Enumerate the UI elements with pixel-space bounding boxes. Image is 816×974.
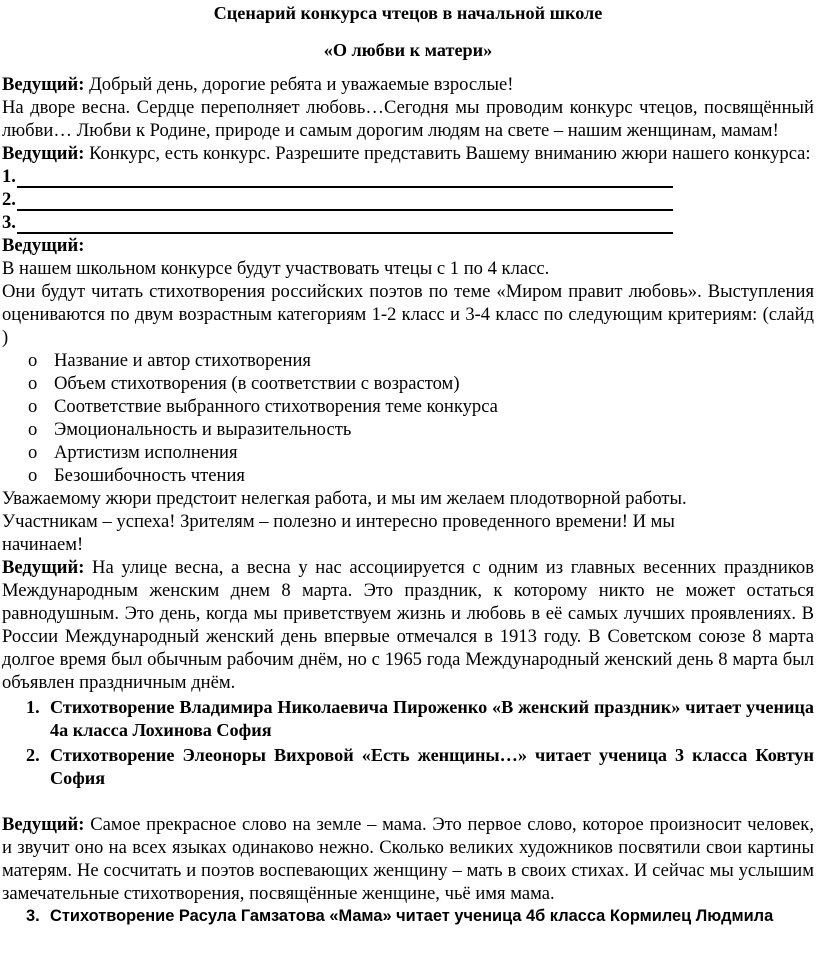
list-item: o Эмоциональность и выразительность xyxy=(28,419,352,440)
criteria-list xyxy=(2,349,814,487)
list-item: o Соответствие выбранного стихотворения теме конкурса xyxy=(28,396,498,417)
jury-blank-2: 2. xyxy=(2,188,814,211)
bullet-icon: o xyxy=(28,442,38,463)
paragraph-participants: В нашем школьном конкурсе будут участвовать чтецы с 1 по 4 класс. xyxy=(2,258,550,279)
blank-line xyxy=(17,213,673,234)
host-label: Ведущий: xyxy=(2,557,85,578)
document-subtitle: «О любви к матери» xyxy=(323,40,493,60)
paragraph-jury-intro: Ведущий: Конкурс, есть конкурс. Разрешите представить Вашему вниманию жюри нашего конкурса: xyxy=(2,143,811,164)
list-item: 1. Стихотворение Владимира Николаевича Пироженко «В женский праздник» читает ученица 4а класса Лохинова София xyxy=(26,697,814,740)
paragraph-criteria-intro: Они будут читать стихотворения российских поэтов по теме «Миром правит любовь». Выступления оцениваются по двум возрастным категориям 1-2 класс и 3-4 класс по следующим критериям: (слайд ) xyxy=(2,281,814,348)
document-body xyxy=(2,73,814,928)
paragraph-start-line1: Участникам – успеха! Зрителям – полезно и интересно проведенного времени! И мы xyxy=(2,511,675,532)
blank-line-spacer xyxy=(2,790,814,813)
bullet-icon: o xyxy=(28,373,38,394)
paragraph-start-line2: начинаем! xyxy=(2,534,84,555)
list-item: o Артистизм исполнения xyxy=(28,442,238,463)
host-label: Ведущий: xyxy=(2,74,85,95)
bullet-icon: o xyxy=(28,396,38,417)
host-heading: Ведущий: xyxy=(2,235,85,256)
list-item: o Безошибочность чтения xyxy=(28,465,245,486)
performance-item-3: 3. Стихотворение Расула Гамзатова «Мама» читает ученица 4б класса Кормилец Людмила xyxy=(26,907,774,925)
list-item: o Название и автор стихотворения xyxy=(28,350,311,371)
blank-line xyxy=(17,167,673,188)
list-item: 2. Стихотворение Элеоноры Вихровой «Есть женщины…» читает ученица 3 класса Ковтун София xyxy=(26,745,814,788)
paragraph-jury-wish: Уважаемому жюри предстоит нелегкая работа, и мы им желаем плодотворной работы. xyxy=(2,488,687,509)
performances-list xyxy=(2,696,814,790)
blank-line xyxy=(17,190,673,211)
document-title: Сценарий конкурса чтецов в начальной школе xyxy=(213,3,603,23)
paragraph-mother: Ведущий: Самое прекрасное слово на земле – мама. Это первое слово, которое произносит человек, и звучит оно на всех языках одинаково нежно. Сколько великих художников посвятили свои картины матерям. Не сосчитать и поэтов воспевающих женщину – мать в своих стихах. И сейчас мы услышим замечательные стихотворения, посвящённые женщине, чьё имя мама. xyxy=(2,814,814,904)
bullet-icon: o xyxy=(28,465,38,486)
host-label: Ведущий: xyxy=(2,814,85,835)
list-item: o Объем стихотворения (в соответствии с возрастом) xyxy=(28,373,460,394)
bullet-icon: o xyxy=(28,350,38,371)
paragraph-intro: На дворе весна. Сердце переполняет любовь…Сегодня мы проводим конкурс чтецов, посвящённый любви… Любви к Родине, природе и самым дорогим людям на свете – нашим женщинам, мамам! xyxy=(2,97,814,141)
paragraph-greeting: Ведущий: Добрый день, дорогие ребята и уважаемые взрослые! xyxy=(2,74,514,95)
jury-blank-1: 1. xyxy=(2,165,814,188)
jury-blank-3: 3. xyxy=(2,211,814,234)
paragraph-womens-day: Ведущий: На улице весна, а весна у нас ассоциируется с одним из главных весенних праздников Международным женским днем 8 марта. Это праздник, к которому никто не может остаться равнодушным. Это день, когда мы приветствуем жизнь и любовь в её самых лучших проявлениях. В России Международный женский день впервые отмечался в 1913 году. В Советском союзе 8 марта долгое время был обычным рабочим днём, но с 1965 года Международный женский день 8 марта был объявлен праздничным днём. xyxy=(2,557,814,693)
bullet-icon: o xyxy=(28,419,38,440)
host-label: Ведущий: xyxy=(2,143,85,164)
